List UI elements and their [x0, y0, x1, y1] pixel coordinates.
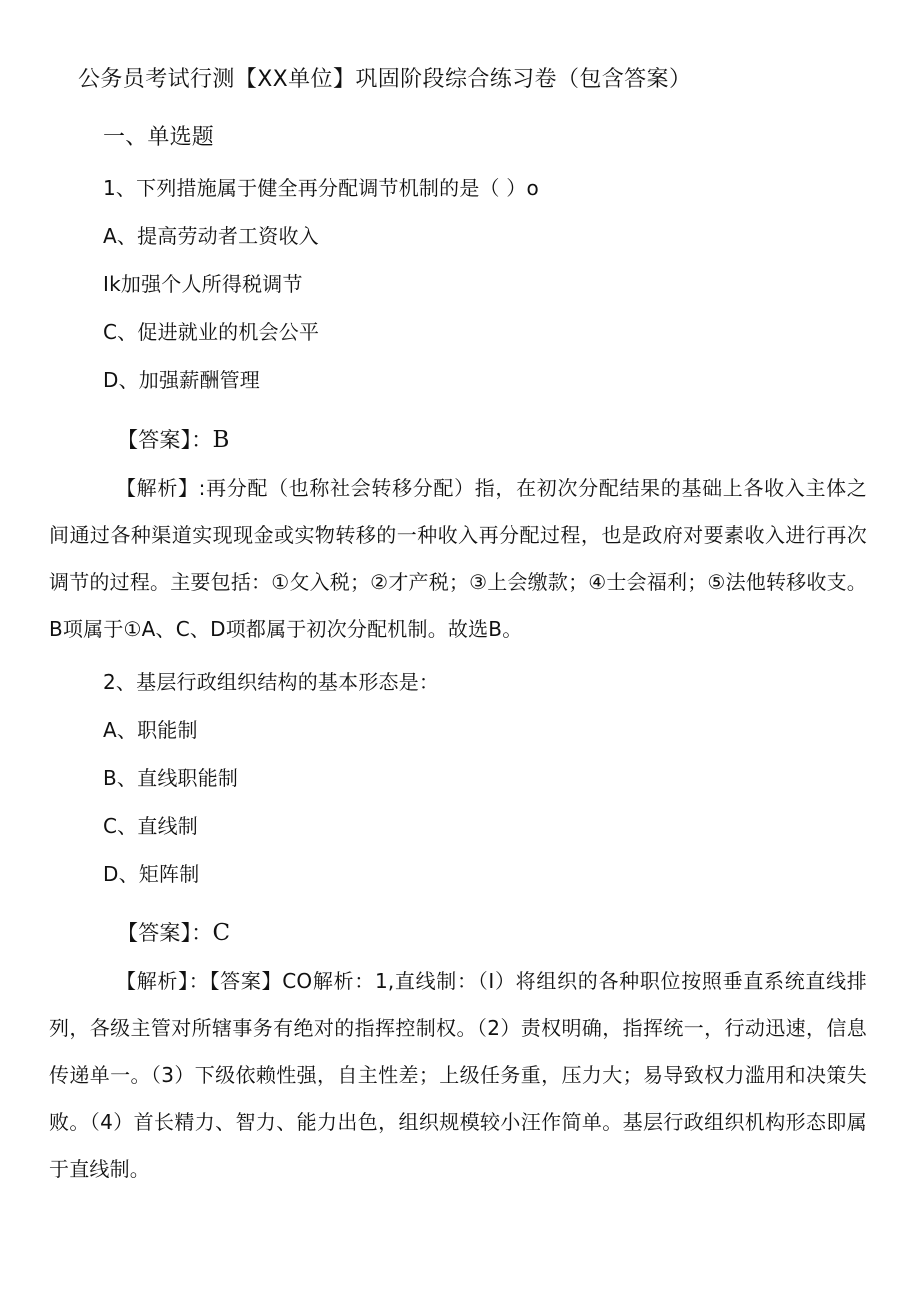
answer-value: C [212, 920, 231, 946]
question-2-stem: 2、基层行政组织结构的基本形态是： [103, 670, 440, 694]
answer-label: 【答案】： [117, 428, 213, 452]
section-heading: 一、单选题 [103, 125, 215, 150]
question-1-stem: 1、下列措施属于健全再分配调节机制的是（ ）o [103, 176, 539, 200]
question-1-option-c: C、促进就业的机会公平 [103, 320, 320, 344]
question-1-option-b: Ik加强个人所得税调节 [103, 272, 303, 296]
question-1-answer [117, 426, 230, 454]
answer-value: B [212, 427, 230, 453]
question-2-option-d: D、矩阵制 [103, 862, 200, 886]
question-2-option-a: A、职能制 [103, 718, 198, 742]
question-2-analysis: 【解析】：【答案】CO解析：1,直线制：（I）将组织的各种职位按照垂直系统直线排列，各级主管对所辖事务有绝对的指挥控制权。（2）责权明确，指挥统一，行动迅速，信息传递单一。（3）下级依赖性强，自主性差；上级任务重，压力大；易导致权力滥用和决策失败。（4）首长精力、智力、能力出色，组织规模较小汪作简单。基层行政组织机构形态即属于直线制。 [49, 969, 867, 1181]
document-title: 公务员考试行测【XX单位】巩固阶段综合练习卷（包含答案） [78, 67, 692, 92]
question-1-option-d: D、加强薪酬管理 [103, 368, 261, 392]
question-1-analysis: 【解析】:再分配（也称社会转移分配）指，在初次分配结果的基础上各收入主体之间通过各种渠道实现现金或实物转移的一种收入再分配过程，也是政府对要素收入进行再次调节的过程。主要包括：①攵入税；②才产税；③上会缴款；④士会福利；⑤法他转移收支。B项属于①A、C、D项都属于初次分配机制。故选B。 [49, 476, 867, 641]
question-1-option-a: A、提高劳动者工资收入 [103, 224, 319, 248]
answer-label: 【答案】： [117, 921, 213, 945]
question-2-answer [117, 919, 230, 947]
question-2-option-c: C、直线制 [103, 814, 198, 838]
question-2-option-b: B、直线职能制 [103, 766, 239, 790]
